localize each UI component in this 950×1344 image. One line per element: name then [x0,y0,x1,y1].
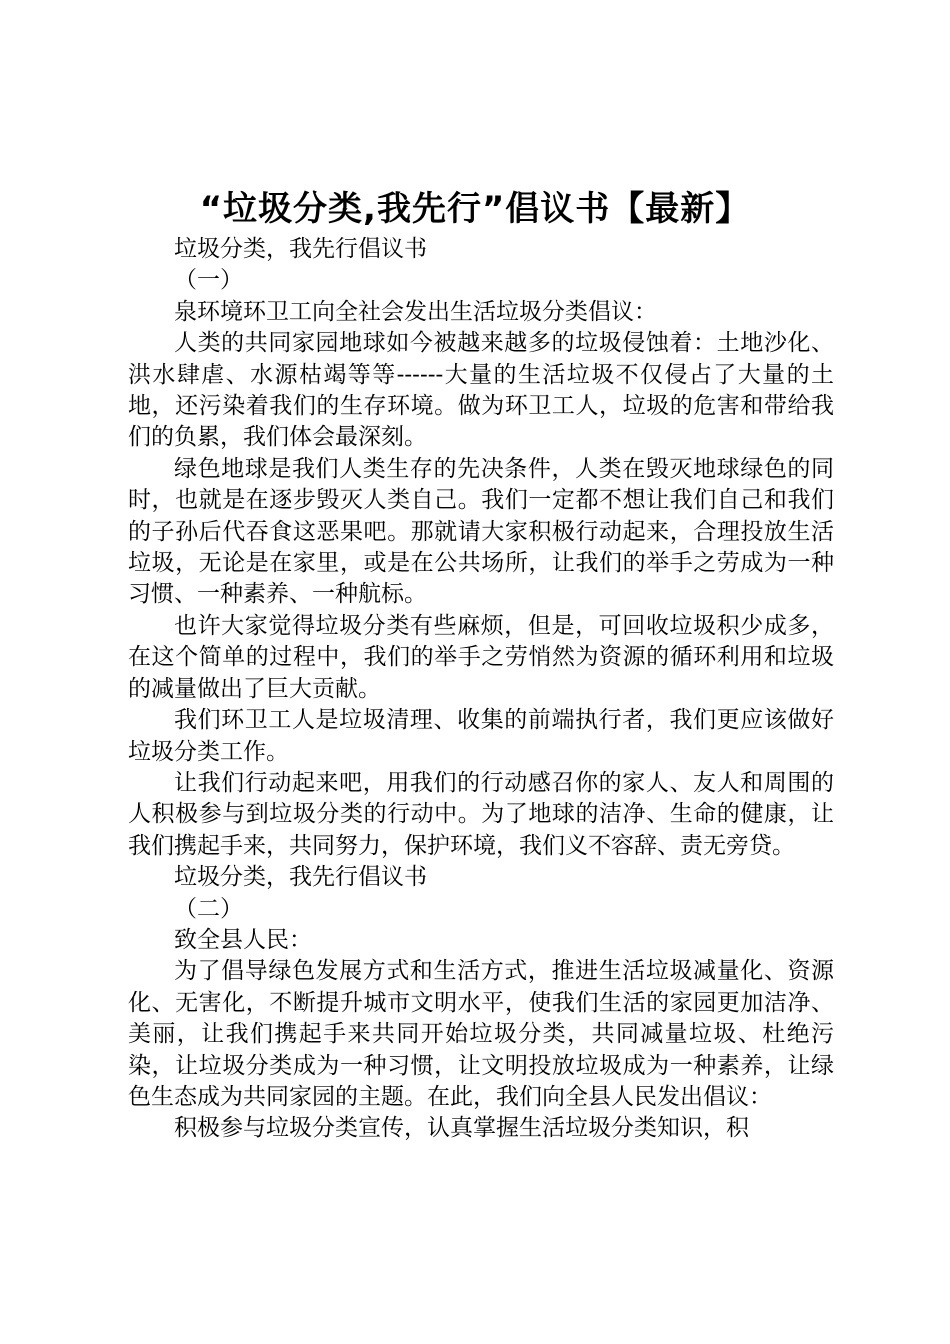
paragraph: 也许大家觉得垃圾分类有些麻烦，但是，可回收垃圾积少成多，在这个简单的过程中，我们的举手之劳悄然为资源的循环利用和垃圾的减量做出了巨大贡献。 [128,612,834,702]
paragraph: 人类的共同家园地球如今被越来越多的垃圾侵蚀着：土地沙化、洪水肆虐、水源枯竭等等------大量的生活垃圾不仅侵占了大量的土地，还污染着我们的生存环境。做为环卫工人，垃圾的危害和带给我们的负累，我们体会最深刻。 [128,330,834,451]
section-number: （二） [174,895,243,922]
paragraph: 为了倡导绿色发展方式和生活方式，推进生活垃圾减量化、资源化、无害化，不断提升城市文明水平，使我们生活的家园更加洁净、美丽，让我们携起手来共同开始垃圾分类，共同减量垃圾、杜绝污染，让垃圾分类成为一种习惯，让文明投放垃圾成为一种素养，让绿色生态成为共同家园的主题。在此，我们向全县人民发出倡议： [128,958,834,1110]
section-heading: 垃圾分类，我先行倡议书 [174,236,427,262]
paragraph: 我们环卫工人是垃圾清理、收集的前端执行者，我们更应该做好垃圾分类工作。 [128,707,834,765]
paragraph: 积极参与垃圾分类宣传，认真掌握生活垃圾分类知识，积 [174,1115,749,1142]
paragraph: 绿色地球是我们人类生存的先决条件，人类在毁灭地球绿色的同时，也就是在逐步毁灭人类自己。我们一定都不想让我们自己和我们的子孙后代吞食这恶果吧。那就请大家积极行动起来，合理投放生活垃圾，无论是在家里，或是在公共场所，让我们的举手之劳成为一种习惯、一种素养、一种航标。 [128,455,834,608]
section-number: （一） [174,267,243,294]
salutation: 致全县人民： [174,926,312,953]
document-body [128,234,834,1145]
paragraph: 泉环境环卫工向全社会发出生活垃圾分类倡议： [174,298,657,325]
section-heading: 垃圾分类，我先行倡议书 [174,864,427,891]
document-title: “垃圾分类,我先行”倡议书【最新】 [199,189,751,229]
paragraph: 让我们行动起来吧，用我们的行动感召你的家人、友人和周围的人积极参与到垃圾分类的行动中。为了地球的洁净、生命的健康，让我们携起手来，共同努力，保护环境，我们义不容辞、责无旁贷。 [128,769,834,859]
